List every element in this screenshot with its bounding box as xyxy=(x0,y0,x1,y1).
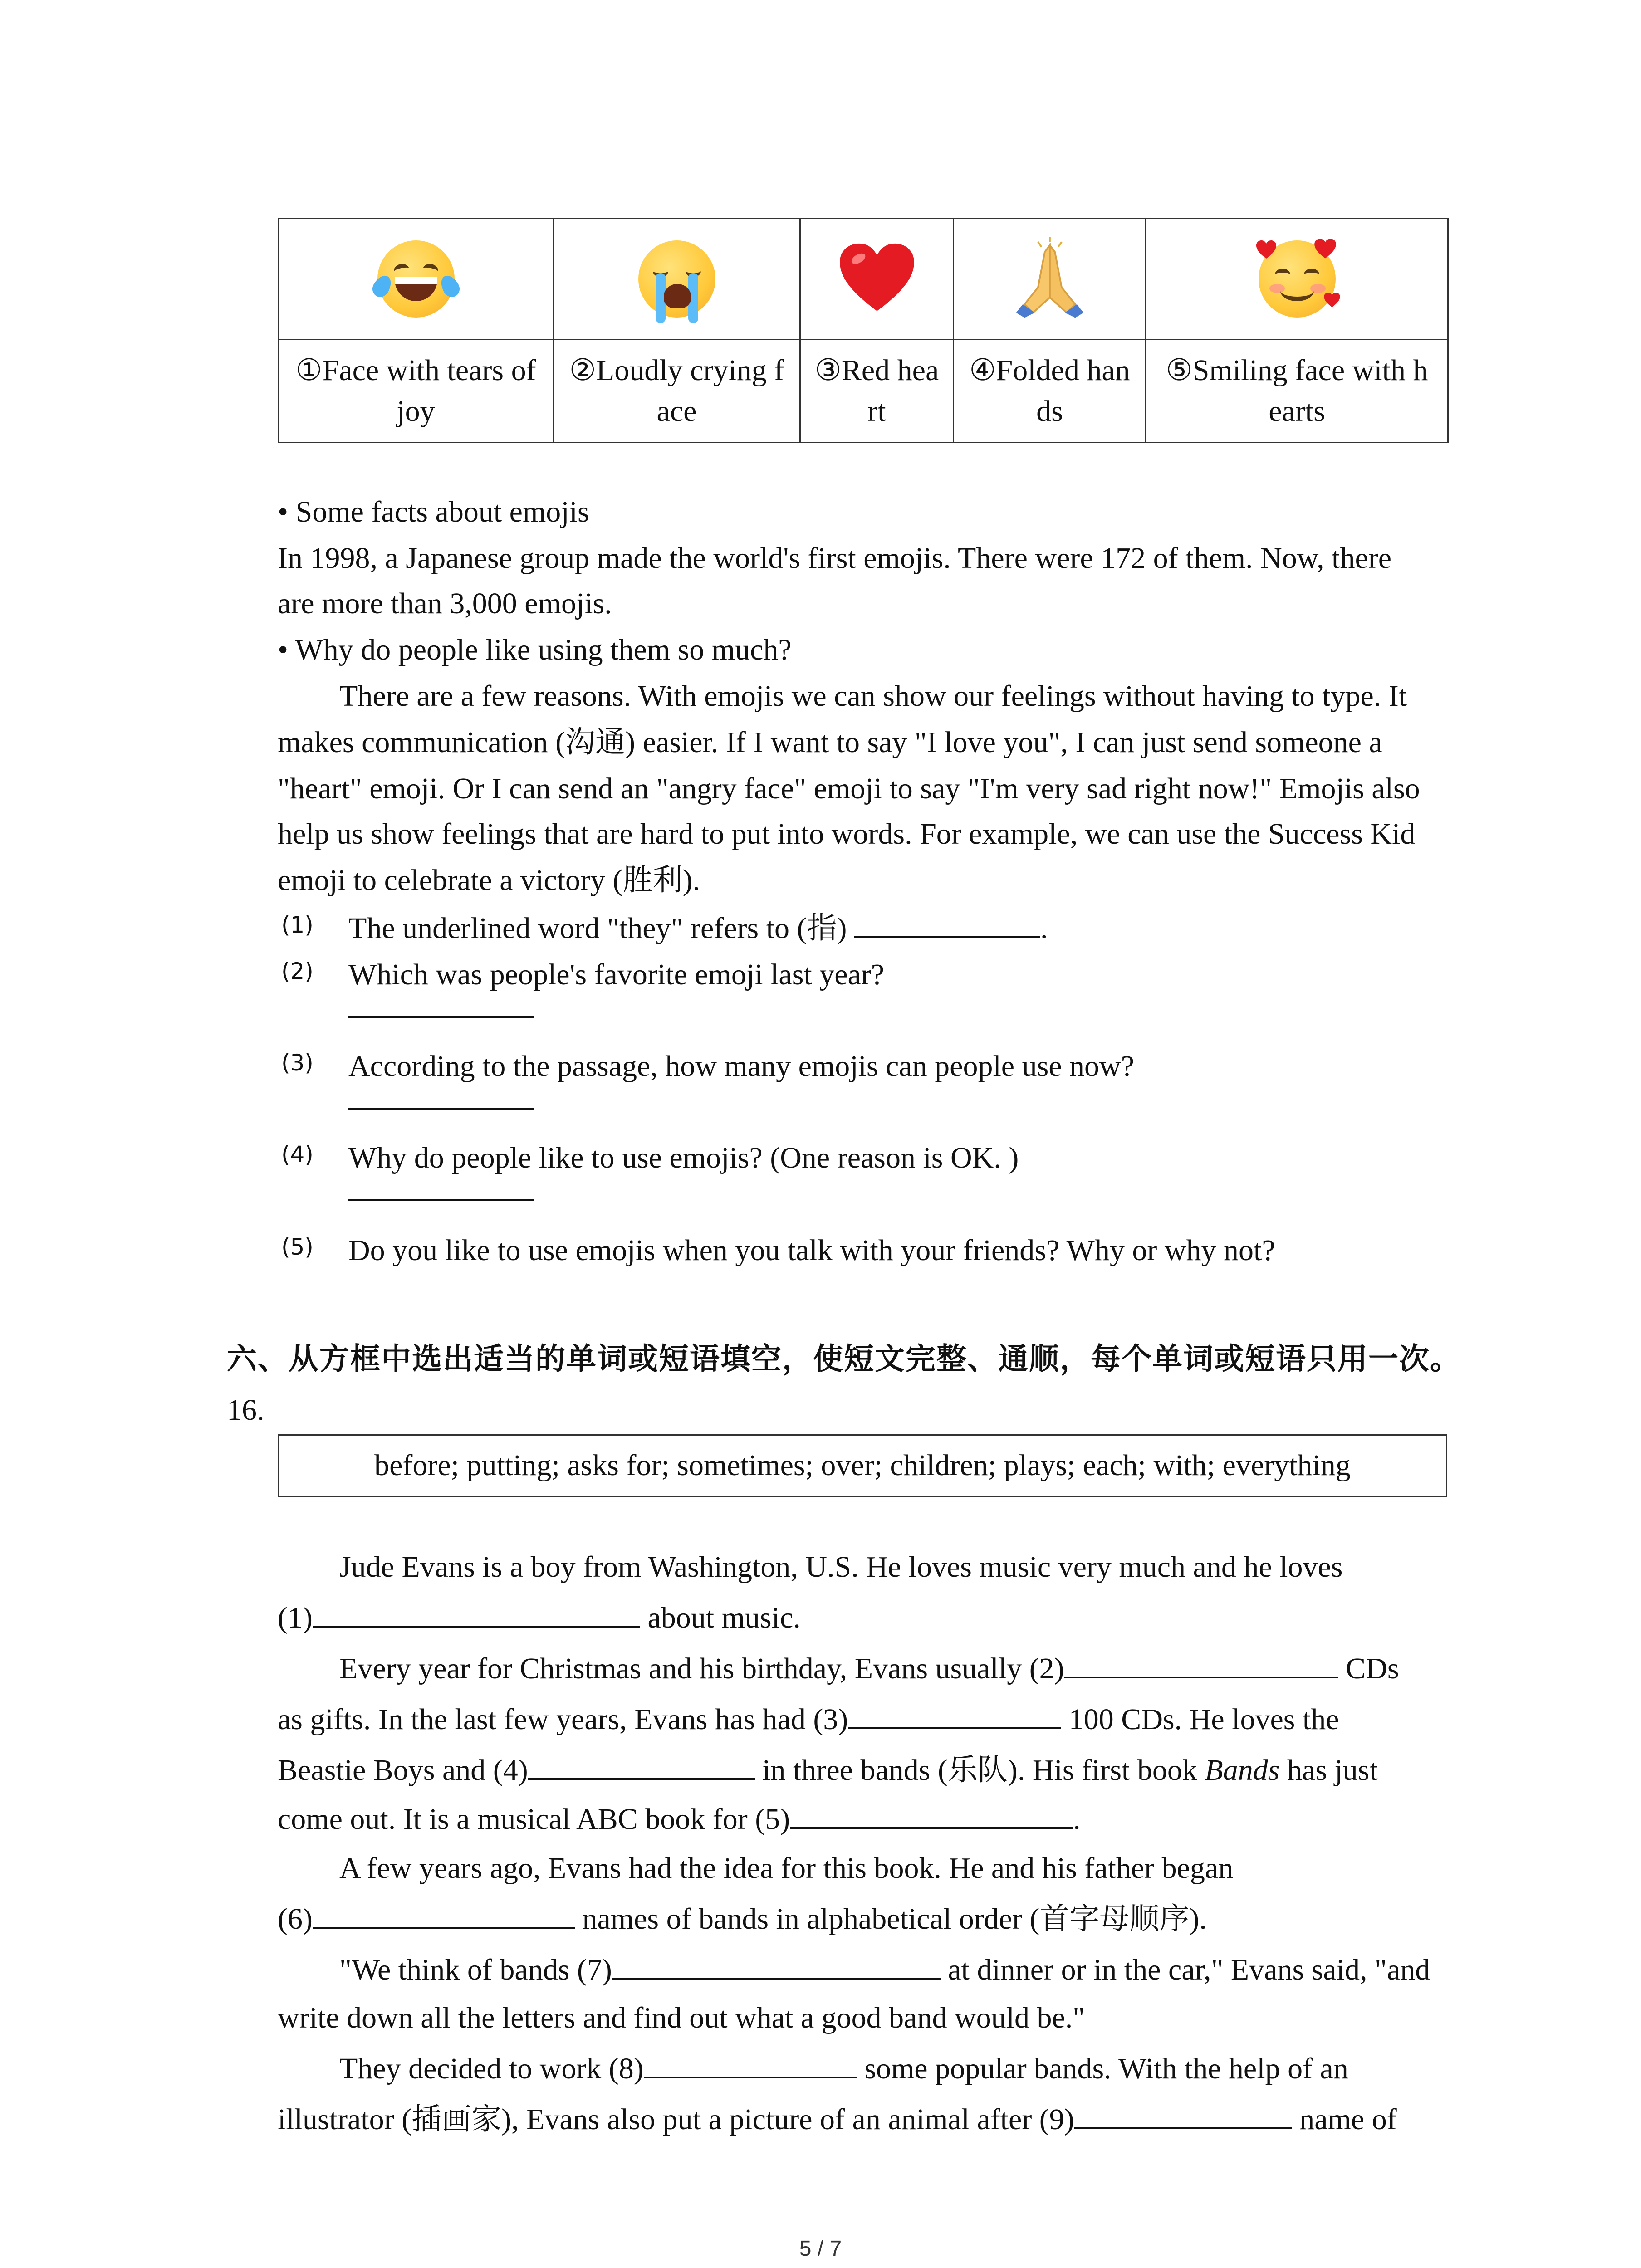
word-box: before; putting; asks for; sometimes; over; children; plays; each; with; everything xyxy=(278,1434,1447,1497)
emoji-label: ①Face with tears of joy xyxy=(279,340,554,443)
cloze-line: (6) names of bands in alphabetical order (首字母顺序). xyxy=(278,1899,1207,1940)
emoji-table xyxy=(278,218,1449,443)
passage-line: are more than 3,000 emojis. xyxy=(278,587,612,620)
answer-blank[interactable] xyxy=(348,1016,534,1018)
question-text: According to the passage, how many emojis can people use now? xyxy=(348,1050,1135,1083)
passage-line: help us show feelings that are hard to put into words. For example, we can use the Success Kid xyxy=(278,817,1416,850)
emoji-cell xyxy=(800,219,954,340)
passage-line: makes communication (沟通) easier. If I want to say "I love you", I can just send someone a xyxy=(278,726,1382,759)
question-number: (5) xyxy=(281,1234,314,1260)
question-text: Which was people's favorite emoji last year? xyxy=(348,958,885,991)
cloze-blank-5[interactable] xyxy=(790,1800,1073,1829)
cloze-line: They decided to work (8) some popular bands. With the help of an xyxy=(339,2048,1348,2089)
emoji-cell xyxy=(279,219,554,340)
passage-line: There are a few reasons. With emojis we can show our feelings without having to type. It xyxy=(339,679,1407,713)
cloze-line: come out. It is a musical ABC book for (5) . xyxy=(278,1799,1081,1840)
cloze-line: "We think of bands (7) at dinner or in the car," Evans said, "and xyxy=(339,1950,1430,1990)
question-number: (2) xyxy=(281,958,314,984)
emoji-label: ③Red hea rt xyxy=(800,340,954,443)
emoji-cell xyxy=(1146,219,1448,340)
question-number: 16. xyxy=(227,1393,265,1427)
smiling-face-with-hearts-icon xyxy=(1255,237,1339,321)
cloze-line: A few years ago, Evans had the idea for this book. He and his father began xyxy=(339,1852,1234,1885)
cloze-blank-7[interactable] xyxy=(612,1950,941,1980)
answer-blank[interactable] xyxy=(348,1199,534,1201)
question-text: Why do people like to use emojis? (One reason is OK. ) xyxy=(348,1141,1019,1174)
folded-hands-icon xyxy=(1008,237,1092,321)
page-number: 5 / 7 xyxy=(799,2237,842,2261)
facts-heading: • Some facts about emojis xyxy=(278,495,589,528)
cloze-line: Every year for Christmas and his birthday, Evans usually (2) CDs xyxy=(339,1648,1399,1689)
question-number: (3) xyxy=(281,1050,314,1076)
question-number: (1) xyxy=(281,912,314,938)
emoji-label: ②Loudly crying f ace xyxy=(554,340,800,443)
emoji-cell xyxy=(554,219,800,340)
cloze-line: write down all the letters and find out what a good band would be." xyxy=(278,2001,1085,2034)
cloze-blank-1[interactable] xyxy=(313,1598,640,1628)
cloze-blank-6[interactable] xyxy=(313,1900,575,1929)
question-text: The underlined word "they" refers to (指) . xyxy=(348,908,1048,949)
question-number: (4) xyxy=(281,1141,314,1168)
emoji-cell xyxy=(954,219,1146,340)
section-heading: 六、从方框中选出适当的单词或短语填空，使短文完整、通顺，每个单词或短语只用一次。 xyxy=(227,1341,1461,1376)
why-heading: • Why do people like using them so much? xyxy=(278,633,792,666)
cloze-line: as gifts. In the last few years, Evans has had (3) 100 CDs. He loves the xyxy=(278,1699,1339,1740)
face-with-tears-of-joy-icon xyxy=(374,237,458,321)
cloze-blank-8[interactable] xyxy=(644,2049,857,2078)
passage-line: In 1998, a Japanese group made the world's first emojis. There were 172 of them. Now, there xyxy=(278,542,1392,575)
cloze-line: (1) about music. xyxy=(278,1598,801,1638)
question-text: Do you like to use emojis when you talk with your friends? Why or why not? xyxy=(348,1234,1275,1267)
cloze-line: Beastie Boys and (4) in three bands (乐队). His first book Bands has just xyxy=(278,1750,1378,1791)
emoji-label: ⑤Smiling face with h earts xyxy=(1146,340,1448,443)
loudly-crying-face-icon xyxy=(635,237,719,321)
cloze-line: illustrator (插画家), Evans also put a picture of an animal after (9) name of xyxy=(278,2099,1397,2140)
red-heart-icon xyxy=(835,237,919,321)
emoji-label: ④Folded han ds xyxy=(954,340,1146,443)
cloze-blank-2[interactable] xyxy=(1064,1649,1338,1678)
answer-blank[interactable] xyxy=(348,1108,534,1110)
cloze-blank-9[interactable] xyxy=(1074,2100,1292,2129)
cloze-line: Jude Evans is a boy from Washington, U.S. He loves music very much and he loves xyxy=(339,1550,1343,1584)
passage-line: "heart" emoji. Or I can send an "angry face" emoji to say "I'm very sad right now!" Emojis also xyxy=(278,772,1420,805)
answer-blank[interactable] xyxy=(854,909,1040,938)
cloze-blank-3[interactable] xyxy=(848,1700,1061,1729)
cloze-blank-4[interactable] xyxy=(528,1751,755,1780)
passage-line: emoji to celebrate a victory (胜利). xyxy=(278,864,700,897)
book-title: Bands xyxy=(1205,1754,1280,1787)
